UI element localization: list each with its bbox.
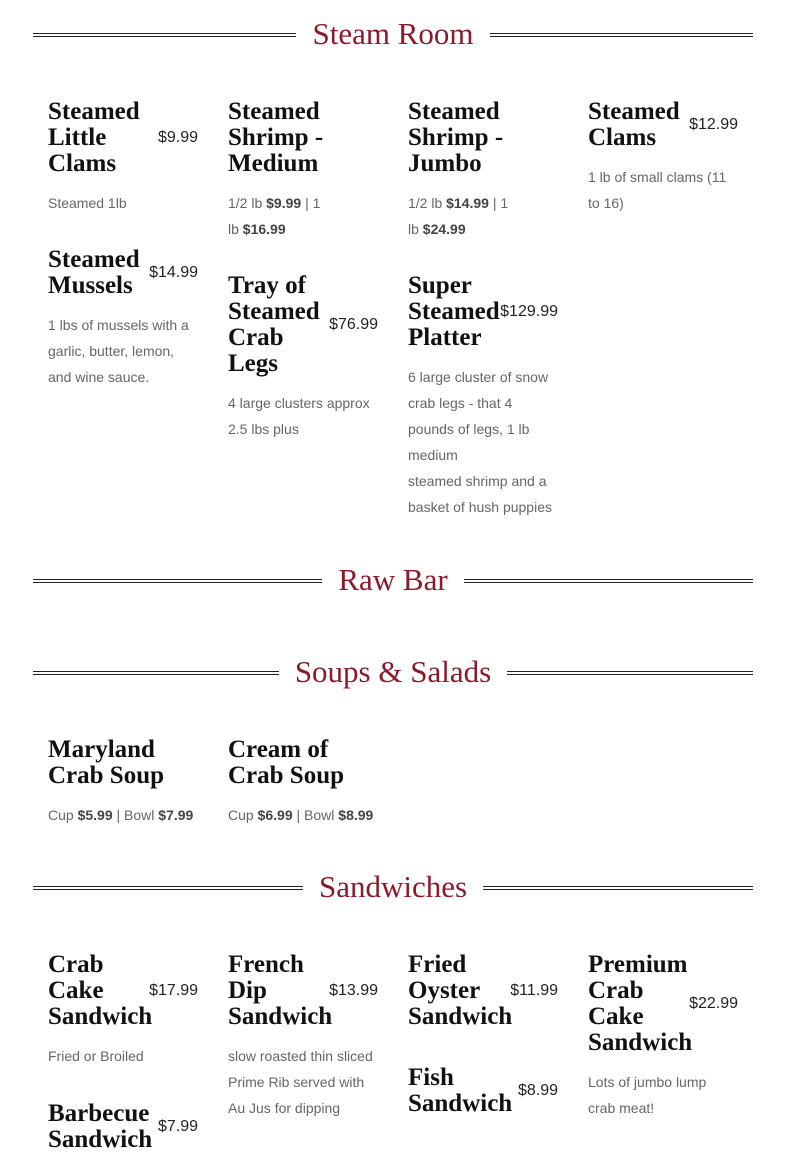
item-description: Lots of jumbo lump crab meat! <box>588 1074 707 1116</box>
item-price: $8.99 <box>517 1082 558 1099</box>
item-name: Maryland Crab Soup <box>48 736 165 789</box>
section-title: Raw Bar <box>33 562 753 598</box>
item-name: Steamed Shrimp - Jumbo <box>408 98 504 177</box>
item-name: Premium Crab Cake Sandwich <box>588 951 693 1056</box>
item-price: $14.99 <box>149 264 198 281</box>
item-name: Fried Oyster Sandwich <box>408 951 513 1030</box>
menu-item-barbecue-sandwich[interactable] <box>48 1101 198 1153</box>
item-description: Steamed 1lb <box>48 195 127 211</box>
section-header-raw-bar <box>33 562 753 602</box>
item-name: Fish Sandwich <box>408 1064 513 1117</box>
item-name: Steamed Shrimp - Medium <box>228 98 324 177</box>
item-name: Barbecue Sandwich <box>48 1100 153 1153</box>
item-name: Steamed Mussels <box>48 246 140 299</box>
menu-item-tray-of-steamed-crab-legs[interactable] <box>228 273 378 442</box>
item-price: $7.99 <box>157 1118 198 1135</box>
menu-item-fish-sandwich[interactable] <box>408 1065 558 1117</box>
item-price: $22.99 <box>689 995 738 1012</box>
item-price: $129.99 <box>500 303 558 320</box>
section-header-steam-room <box>33 16 753 56</box>
menu-item-cream-of-crab-soup[interactable] <box>228 737 378 828</box>
item-name: Tray of Steamed Crab Legs <box>228 272 320 377</box>
item-price: $13.99 <box>329 982 378 999</box>
item-name: French Dip Sandwich <box>228 951 333 1030</box>
menu-item-steamed-mussels[interactable] <box>48 247 198 390</box>
item-name: Super Steamed Platter <box>408 272 500 351</box>
menu-item-super-steamed-platter[interactable] <box>408 273 558 520</box>
menu-item-fried-oyster-sandwich[interactable] <box>408 952 558 1030</box>
item-description: 1 lb of small clams (11 to 16) <box>588 169 727 211</box>
item-description: 4 large clusters approx 2.5 lbs plus <box>228 395 370 437</box>
item-name: Cream of Crab Soup <box>228 736 345 789</box>
item-price: $11.99 <box>510 982 558 999</box>
item-description: Cup $6.99 | Bowl $8.99 <box>228 807 374 823</box>
item-description: 6 large cluster of snow crab legs - that 4 pounds of legs, 1 lb medium steamed shrimp and a basket of hush puppies <box>408 369 552 515</box>
section-title: Sandwiches <box>33 869 753 905</box>
menu-item-crab-cake-sandwich[interactable] <box>48 952 198 1069</box>
item-name: Steamed Clams <box>588 98 680 151</box>
section-header-soups-salads <box>33 654 753 694</box>
item-name: Crab Cake Sandwich <box>48 951 153 1030</box>
item-description: slow roasted thin sliced Prime Rib served with Au Jus for dipping <box>228 1048 373 1116</box>
item-description: 1/2 lb $9.99 | 1 lb $16.99 <box>228 195 321 237</box>
item-name: Steamed Little Clams <box>48 98 140 177</box>
menu-item-steamed-shrimp-jumbo[interactable] <box>408 99 558 242</box>
item-price: $17.99 <box>149 982 198 999</box>
item-price: $76.99 <box>329 316 378 333</box>
menu-item-french-dip-sandwich[interactable] <box>228 952 378 1121</box>
item-price: $9.99 <box>157 129 198 146</box>
menu-item-steamed-little-clams[interactable] <box>48 99 198 216</box>
item-description: 1/2 lb $14.99 | 1 lb $24.99 <box>408 195 509 237</box>
item-description: 1 lbs of mussels with a garlic, butter, lemon, and wine sauce. <box>48 317 189 385</box>
item-description: Cup $5.99 | Bowl $7.99 <box>48 807 194 823</box>
item-description: Fried or Broiled <box>48 1048 144 1064</box>
menu-item-premium-crab-cake-sandwich[interactable] <box>588 952 738 1121</box>
section-header-sandwiches <box>33 869 753 909</box>
menu-item-steamed-clams[interactable] <box>588 99 738 216</box>
section-title: Steam Room <box>33 16 753 52</box>
menu-item-steamed-shrimp-medium[interactable] <box>228 99 378 242</box>
section-title: Soups & Salads <box>33 654 753 690</box>
item-price: $12.99 <box>689 116 738 133</box>
menu-item-maryland-crab-soup[interactable] <box>48 737 198 828</box>
